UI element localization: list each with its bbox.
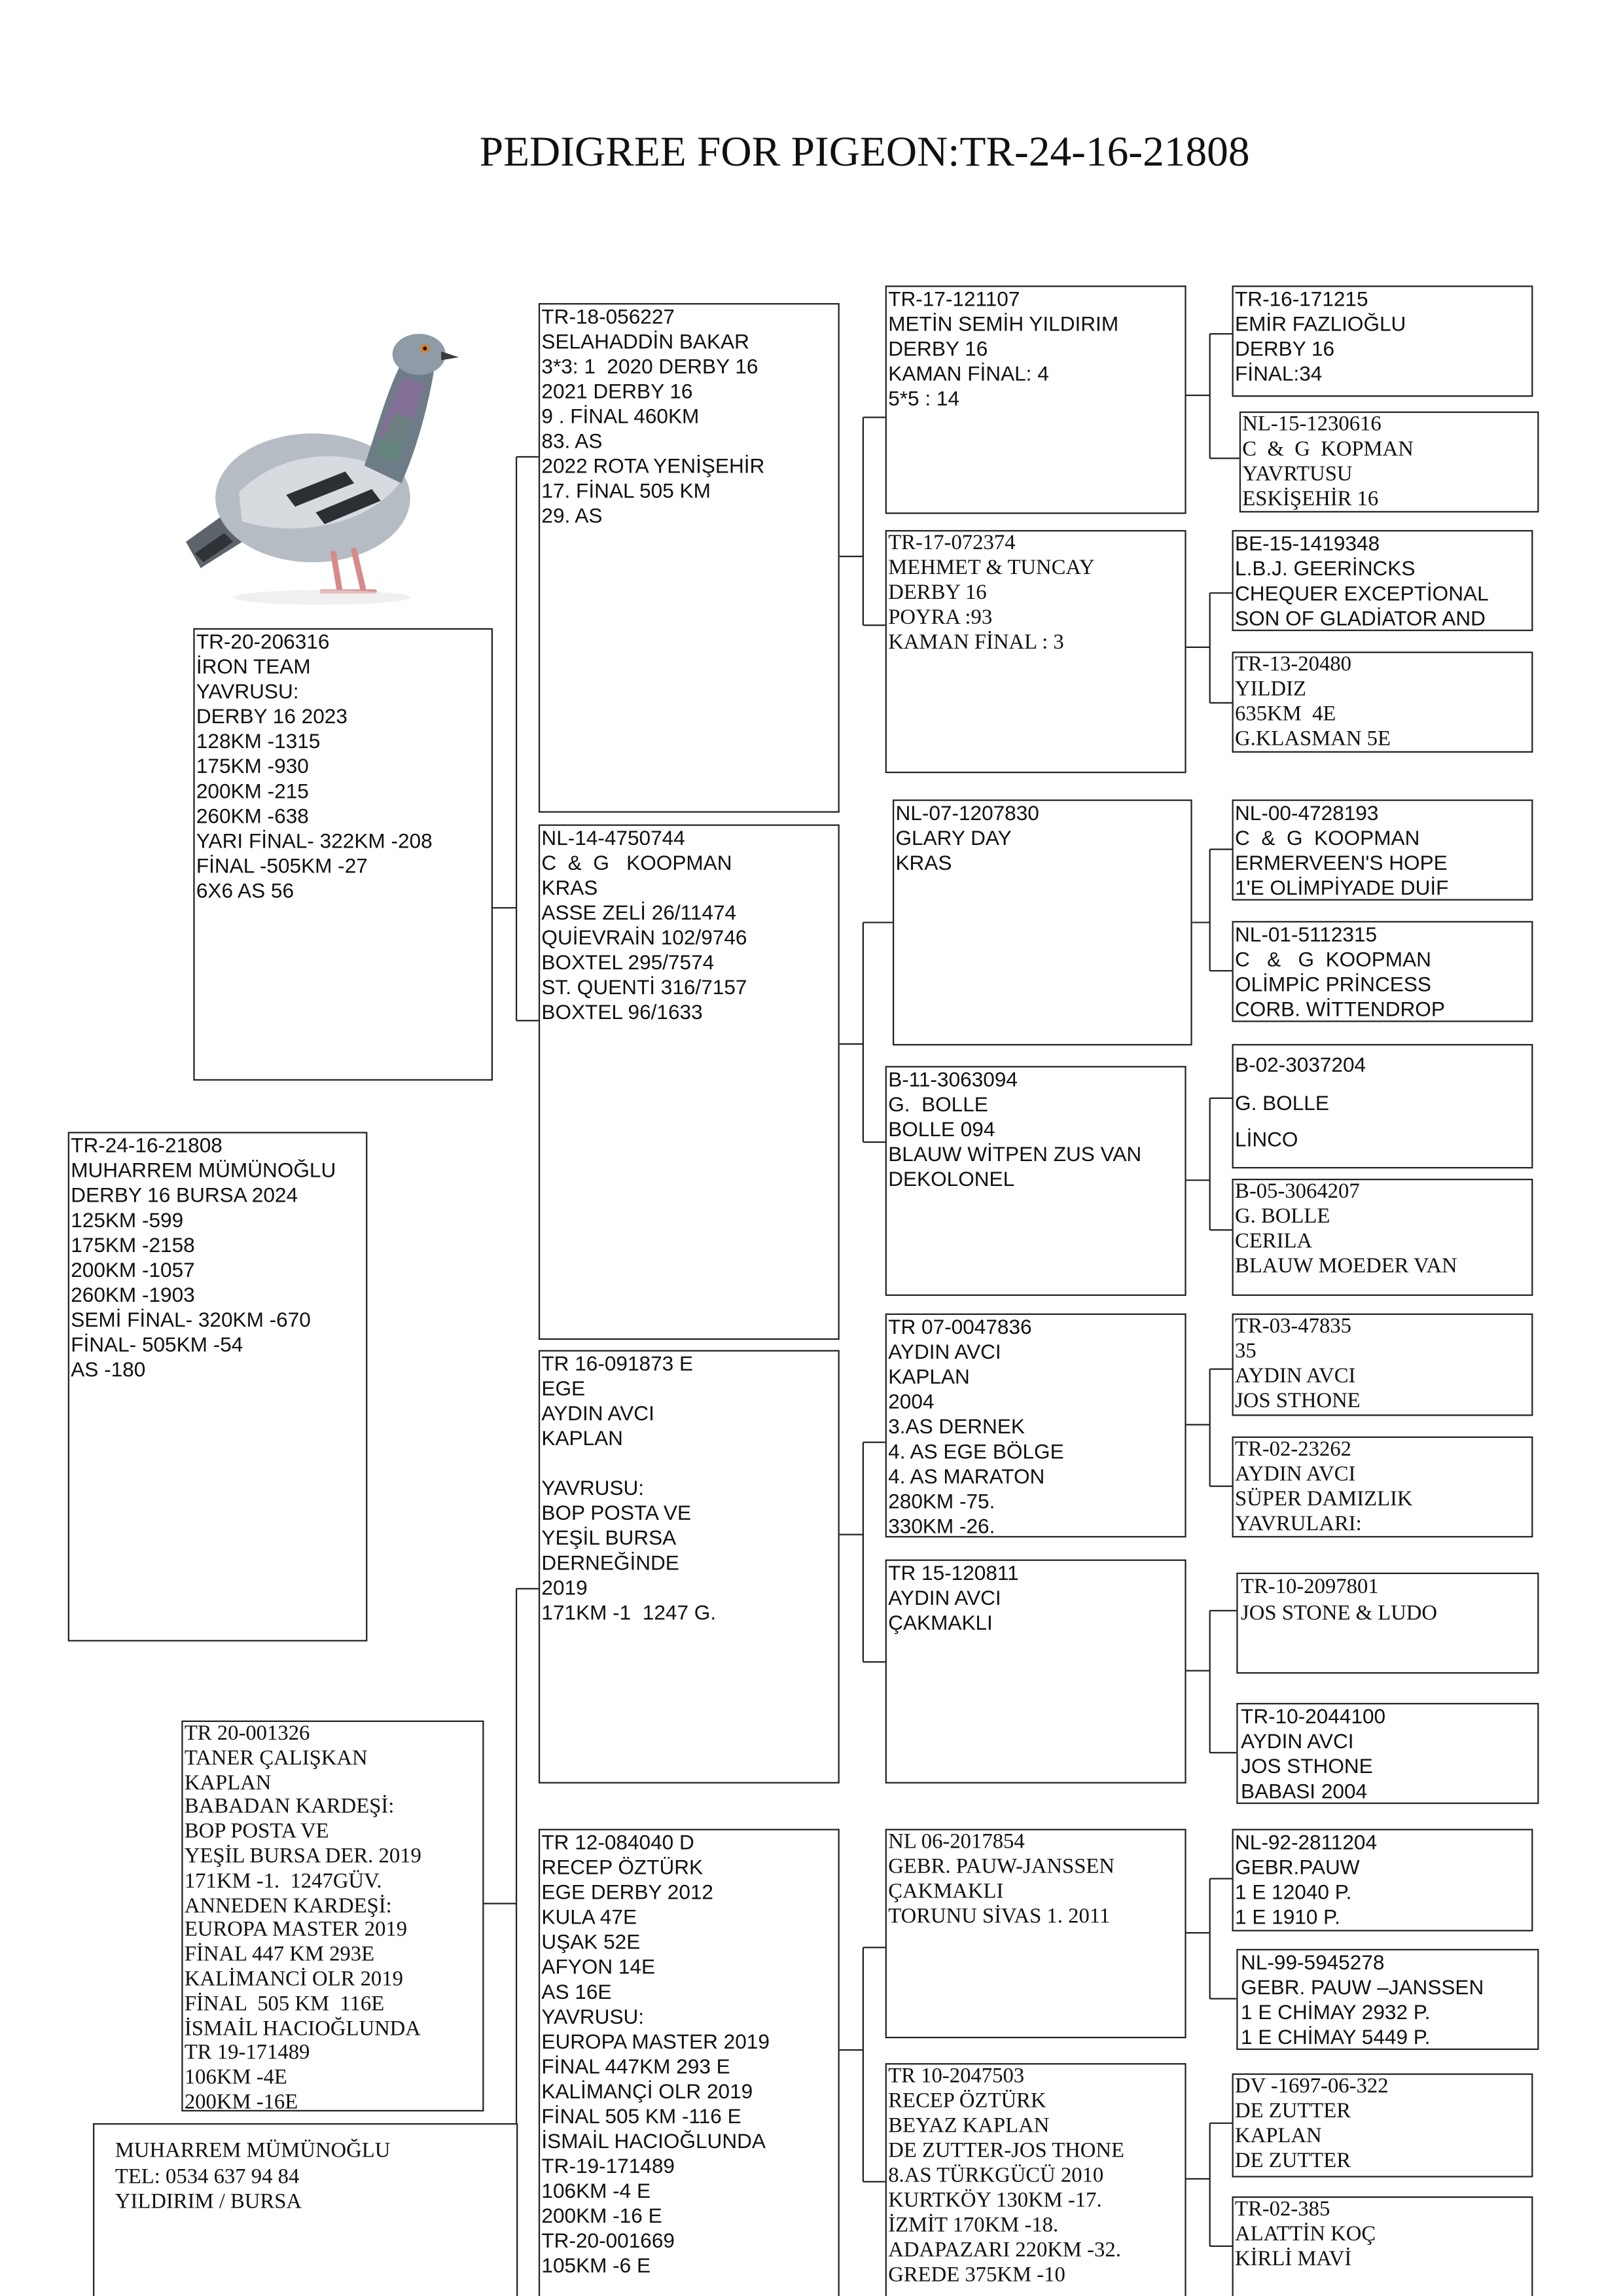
pedigree-line: 4. AS MARATON: [888, 1464, 1045, 1488]
pedigree-line: TR 07-0047836: [888, 1315, 1032, 1338]
pedigree-line: 125KM -599: [71, 1208, 184, 1232]
pedigree-line: BABADAN KARDEŞİ:: [184, 1795, 395, 1820]
pedigree-line: DEKOLONEL: [888, 1167, 1015, 1191]
pedigree-line: NL-15-1230616: [1242, 412, 1382, 437]
pedigree-box-dd: [539, 1829, 840, 2296]
pedigree-box-sds: [893, 800, 1192, 1046]
pedigree-line: GEBR. PAUW –JANSSEN: [1241, 1975, 1484, 1999]
pedigree-line: ÇAKMAKLI: [888, 1610, 993, 1634]
pedigree-line: NL-07-1207830: [895, 800, 1039, 825]
pedigree-line: BOXTEL 295/7574: [541, 950, 715, 974]
pedigree-line: SEMİ FİNAL- 320KM -670: [71, 1307, 311, 1331]
pedigree-line: 106KM -4 E: [541, 2178, 651, 2202]
pedigree-line: SON OF GLADİATOR AND: [1235, 606, 1486, 630]
pedigree-line: TR-17-121107: [888, 287, 1020, 311]
pedigree-box-dddd: [1232, 2197, 1533, 2296]
pedigree-line: C & G KOOPMAN: [541, 850, 732, 874]
pedigree-box-ddsd: [1236, 1949, 1539, 2050]
pedigree-line: G. BOLLE: [1235, 1090, 1329, 1114]
connector-ddd: [1186, 2123, 1232, 2246]
pedigree-line: FİNAL 447 KM 293E: [184, 1943, 375, 1967]
pedigree-line: KAPLAN: [541, 1426, 623, 1450]
pedigree-box-sddd: [1232, 1179, 1533, 1296]
pedigree-line: C & G KOPMAN: [1242, 437, 1414, 461]
pedigree-line: 330KM -26.: [888, 1514, 995, 1538]
pedigree-line: 175KM -930: [196, 754, 309, 778]
pedigree-line: TR-20-001669: [541, 2229, 675, 2252]
pedigree-line: FİNAL 505 KM -116 E: [541, 2104, 741, 2128]
pedigree-line: DERBY 16 2023: [196, 704, 348, 728]
pedigree-line: DERNEĞİNDE: [541, 1551, 679, 1574]
pedigree-line: 2019: [541, 1575, 588, 1600]
pedigree-line: İRON TEAM: [196, 655, 311, 678]
pedigree-line: EUROPA MASTER 2019: [184, 1918, 408, 1943]
owner-name: MUHARREM MÜMÜNOĞLU: [115, 2139, 391, 2163]
pedigree-line: ANNEDEN KARDEŞİ:: [184, 1893, 392, 1918]
pedigree-line: TR-10-2097801: [1241, 1575, 1379, 1600]
pedigree-box-sss: [885, 285, 1186, 514]
pedigree-line: 200KM -1057: [71, 1257, 195, 1282]
pedigree-line: DERBY 16: [1235, 336, 1335, 361]
pedigree-line: KAMAN FİNAL: 4: [888, 361, 1049, 386]
pedigree-box-ss: [539, 303, 840, 813]
pedigree-box-dsdd: [1236, 1703, 1539, 1804]
pedigree-line: YILDIZ: [1235, 677, 1306, 702]
pedigree-line: AYDIN AVCI: [888, 1585, 1001, 1609]
pedigree-line: 2021 DERBY 16: [541, 379, 693, 403]
pedigree-line: 8.AS TÜRKGÜCÜ 2010: [888, 2164, 1104, 2188]
pedigree-line: C & G KOOPMAN: [1235, 947, 1431, 971]
connector-sdd: [1186, 1098, 1232, 1230]
pedigree-line: TR-24-16-21808: [71, 1133, 223, 1157]
pedigree-line: 83. AS: [541, 429, 603, 453]
pedigree-box-dam: [181, 1721, 484, 2111]
pedigree-line: YEŞİL BURSA: [541, 1526, 677, 1549]
pedigree-line: DE ZUTTER: [1235, 2149, 1351, 2174]
pedigree-line: KALİMANCİ OLR 2019: [184, 1967, 403, 1992]
pedigree-line: YAVRUSU:: [196, 679, 299, 703]
pedigree-line: 200KM -16E: [184, 2090, 298, 2112]
pedigree-box-sd: [539, 825, 840, 1340]
pedigree-box-sdss: [1232, 800, 1533, 901]
pedigree-line: FİNAL:34: [1235, 361, 1323, 386]
connector-ssd: [1186, 593, 1232, 703]
pedigree-box-dssd: [1232, 1437, 1533, 1537]
pedigree-line: AFYON 14E: [541, 1954, 656, 1979]
pedigree-line: CORB. WİTTENDROP: [1235, 997, 1445, 1021]
pedigree-line: POYRA :93: [888, 606, 993, 630]
pedigree-line: 29. AS: [541, 503, 603, 528]
pedigree-line: CERILA: [1235, 1230, 1313, 1254]
pedigree-line: G.KLASMAN 5E: [1235, 727, 1391, 751]
pedigree-line: SELAHADDİN BAKAR: [541, 329, 749, 353]
pedigree-line: AYDIN AVCI: [541, 1401, 654, 1425]
pedigree-line: B-05-3064207: [1235, 1180, 1360, 1204]
pedigree-line: ALATTİN KOÇ: [1235, 2223, 1376, 2246]
pedigree-box-sire: [193, 628, 493, 1081]
pedigree-line: KALİMANÇİ OLR 2019: [541, 2079, 753, 2103]
connector-dd: [840, 1947, 885, 2181]
pedigree-line: TR 10-2047503: [888, 2064, 1025, 2089]
pedigree-line: 2004: [888, 1390, 935, 1413]
pedigree-line: RECEP ÖZTÜRK: [541, 1855, 704, 1879]
pedigree-line: YARI FİNAL- 322KM -208: [196, 829, 433, 853]
pedigree-line: AS 16E: [541, 1979, 612, 2003]
pedigree-line: TR 20-001326: [184, 1721, 310, 1746]
pedigree-line: FİNAL -505KM -27: [196, 853, 368, 878]
pedigree-line: TR-19-171489: [541, 2153, 675, 2178]
pedigree-line: TORUNU SİVAS 1. 2011: [888, 1905, 1111, 1929]
pedigree-line: TR-20-206316: [196, 629, 330, 653]
pedigree-line: G. BOLLE: [1235, 1205, 1330, 1229]
pedigree-line: 175KM -2158: [71, 1232, 195, 1257]
pedigree-line: MEHMET & TUNCAY: [888, 556, 1095, 580]
pedigree-box-sssd: [1240, 412, 1539, 512]
pedigree-line: B-11-3063094: [888, 1067, 1018, 1091]
pedigree-line: 171KM -1. 1247GÜV.: [184, 1869, 382, 1893]
pedigree-line: AYDIN AVCI: [888, 1340, 1001, 1363]
pedigree-line: BEYAZ KAPLAN: [888, 2114, 1050, 2138]
pedigree-line: TR 12-084040 D: [541, 1830, 694, 1854]
pedigree-line: ÇAKMAKLI: [888, 1880, 1004, 1904]
pedigree-line: 280KM -75.: [888, 1489, 995, 1513]
pedigree-box-ssds: [1232, 530, 1533, 631]
pedigree-line: L.B.J. GEERİNCKS: [1235, 556, 1416, 580]
pedigree-line: TR 16-091873 E: [541, 1351, 694, 1375]
pedigree-line: 1 E CHİMAY 2932 P.: [1241, 2000, 1431, 2024]
pedigree-line: LİNCO: [1235, 1127, 1298, 1151]
pedigree-line: 171KM -1 1247 G.: [541, 1600, 717, 1624]
pedigree-line: TR 15-120811: [888, 1560, 1019, 1585]
pedigree-line: YEŞİL BURSA DER. 2019: [184, 1844, 421, 1869]
pedigree-line: BE-15-1419348: [1235, 531, 1380, 555]
pedigree-line: KRAS: [895, 850, 952, 874]
pedigree-line: YAVRULARI:: [1235, 1513, 1362, 1536]
pedigree-line: DERBY 16 BURSA 2024: [71, 1183, 298, 1207]
pedigree-line: 3.AS DERNEK: [888, 1414, 1025, 1438]
pedigree-line: 260KM -1903: [71, 1282, 195, 1306]
pedigree-line: EMİR FAZLIOĞLU: [1235, 312, 1406, 336]
owner-contact-box: [93, 2123, 518, 2296]
pedigree-line: AYDIN AVCI: [1235, 1365, 1356, 1388]
pedigree-line: GEBR.PAUW: [1235, 1855, 1360, 1879]
connector-ds: [840, 1443, 885, 1662]
pedigree-box-dsd: [885, 1560, 1186, 1784]
pedigree-line: G. BOLLE: [888, 1092, 988, 1116]
pedigree-line: KAMAN FİNAL : 3: [888, 631, 1064, 655]
pedigree-line: TR-17-072374: [888, 531, 1016, 555]
pedigree-box-ssd: [885, 530, 1186, 773]
pedigree-line: MUHARREM MÜMÜNOĞLU: [71, 1158, 336, 1182]
pedigree-line: 9 . FİNAL 460KM: [541, 404, 700, 428]
pedigree-line: OLİMPİC PRİNCESS: [1235, 972, 1431, 996]
pedigree-line: FİNAL 447KM 293 E: [541, 2054, 730, 2078]
pedigree-line: GEBR. PAUW-JANSSEN: [888, 1855, 1115, 1879]
connector-dds: [1186, 1878, 1237, 1998]
pedigree-line: 17. FİNAL 505 KM: [541, 478, 711, 503]
pedigree-box-dss: [885, 1314, 1186, 1537]
pedigree-line: BOP POSTA VE: [541, 1501, 692, 1524]
pedigree-line: TR-13-20480: [1235, 653, 1351, 677]
pedigree-line: TR-03-47835: [1235, 1315, 1351, 1338]
pedigree-line: KAPLAN: [1235, 2125, 1322, 2148]
pedigree-line: 35: [1235, 1340, 1257, 1363]
pedigree-line: EGE: [541, 1376, 586, 1400]
pedigree-line: 200KM -16 E: [541, 2203, 662, 2227]
pedigree-line: EUROPA MASTER 2019: [541, 2029, 770, 2053]
pedigree-line: JOS STHONE: [1235, 1390, 1361, 1413]
pedigree-line: KİRLİ MAVİ: [1235, 2248, 1352, 2271]
connector-ss: [840, 418, 885, 626]
pedigree-line: NL-99-5945278: [1241, 1950, 1385, 1974]
pedigree-box-ddds: [1232, 2073, 1533, 2178]
pedigree-line: GLARY DAY: [895, 825, 1012, 850]
pedigree-line: KULA 47E: [541, 1905, 637, 1929]
pedigree-line: 128KM -1315: [196, 729, 321, 753]
pedigree-box-dsds: [1236, 1573, 1539, 1674]
pedigree-line: TR-10-2044100: [1241, 1704, 1386, 1728]
pedigree-line: ST. QUENTİ 316/7157: [541, 975, 747, 999]
pedigree-line: BLAUW MOEDER VAN: [1235, 1255, 1457, 1279]
pedigree-box-sdd: [885, 1066, 1186, 1296]
pedigree-line: CHEQUER EXCEPTİONAL: [1235, 581, 1489, 605]
pedigree-box-ddd: [885, 2063, 1186, 2296]
connector-sire: [491, 457, 539, 1020]
pedigree-line: TR 19-171489: [184, 2041, 310, 2066]
pedigree-line: 1 E CHİMAY 5449 P.: [1241, 2025, 1431, 2049]
pedigree-line: B-02-3037204: [1235, 1052, 1366, 1077]
pedigree-line: 105KM -6 E: [541, 2253, 651, 2277]
pedigree-line: 2022 ROTA YENİŞEHİR: [541, 454, 765, 478]
pedigree-line: KURTKÖY 130KM -17.: [888, 2189, 1102, 2213]
pedigree-line: AYDIN AVCI: [1235, 1462, 1356, 1486]
pedigree-line: SÜPER DAMIZLIK: [1235, 1487, 1413, 1511]
pedigree-line: TANER ÇALIŞKAN: [184, 1746, 368, 1770]
pedigree-line: BLAUW WİTPEN ZUS VAN: [888, 1142, 1142, 1166]
pedigree-box-ssdd: [1232, 652, 1533, 753]
pedigree-line: YAVRUSU:: [541, 2004, 645, 2028]
pedigree-box-sdds: [1232, 1044, 1533, 1168]
pedigree-line: AYDIN AVCI: [1241, 1729, 1354, 1753]
pedigree-line: 260KM -638: [196, 804, 309, 828]
pedigree-line: TR-16-171215: [1235, 287, 1368, 311]
pedigree-line: BOLLE 094: [888, 1117, 995, 1141]
pedigree-line: DERBY 16: [888, 336, 988, 361]
pedigree-line: FİNAL 505 KM 116E: [184, 1992, 385, 2017]
pedigree-line: İZMİT 170KM -18.: [888, 2214, 1059, 2238]
pedigree-line: 635KM 4E: [1235, 702, 1336, 726]
pedigree-line: JOS STHONE: [1241, 1754, 1373, 1778]
pedigree-line: 1'E OLİMPİYADE DUİF: [1235, 875, 1449, 899]
pedigree-line: NL-00-4728193: [1235, 800, 1379, 825]
connector-sds: [1192, 850, 1232, 971]
pedigree-line: 200KM -215: [196, 779, 309, 802]
owner-city: YILDIRIM / BURSA: [115, 2190, 302, 2214]
pedigree-box-ddss: [1232, 1829, 1533, 1931]
pedigree-box-dds: [885, 1829, 1186, 2038]
pedigree-line: RECEP ÖZTÜRK: [888, 2089, 1046, 2113]
pedigree-line: JOS STONE & LUDO: [1241, 1602, 1438, 1626]
pigeon-photo-icon: [180, 319, 460, 612]
pedigree-line: NL-92-2811204: [1235, 1830, 1378, 1854]
pedigree-line: 3*3: 1 2020 DERBY 16: [541, 354, 758, 378]
pedigree-line: NL-01-5112315: [1235, 922, 1378, 946]
pedigree-box-sdsd: [1232, 921, 1533, 1022]
pedigree-line: FİNAL- 505KM -54: [71, 1332, 243, 1356]
pedigree-line: 6X6 AS 56: [196, 878, 294, 903]
pedigree-line: 5*5 : 14: [888, 386, 960, 410]
page-title: PEDIGREE FOR PIGEON:TR-24-16-21808: [479, 128, 1250, 176]
pedigree-line: İSMAİL HACIOĞLUNDA: [541, 2128, 766, 2153]
pedigree-line: AS -180: [71, 1357, 146, 1381]
pedigree-box-dsss: [1232, 1314, 1533, 1416]
pedigree-line: İSMAİL HACIOĞLUNDA: [184, 2017, 421, 2041]
pedigree-line: ERMERVEEN'S HOPE: [1235, 850, 1448, 874]
pedigree-line: YAVRTUSU: [1242, 462, 1353, 486]
pedigree-line: BOP POSTA VE: [184, 1820, 329, 1844]
pedigree-box-ds: [539, 1350, 840, 1784]
pedigree-line: 4. AS EGE BÖLGE: [888, 1439, 1064, 1463]
pedigree-line: BOXTEL 96/1633: [541, 1000, 703, 1024]
pedigree-line: 1 E 12040 P.: [1235, 1880, 1352, 1904]
pedigree-line: BABASI 2004: [1241, 1779, 1368, 1803]
pedigree-line: NL-14-4750744: [541, 825, 685, 850]
pedigree-line: METİN SEMİH YILDIRIM: [888, 312, 1119, 336]
pedigree-line: QUİEVRAİN 102/9746: [541, 925, 747, 949]
pedigree-line: KAPLAN: [888, 1365, 970, 1388]
pedigree-line: UŞAK 52E: [541, 1929, 641, 1954]
connector-dss: [1186, 1369, 1232, 1486]
pedigree-line: [541, 1451, 836, 1476]
pedigree-line: GREDE 375KM -10: [888, 2263, 1065, 2287]
pedigree-line: 106KM -4E: [184, 2066, 287, 2090]
pedigree-line: TR-02-385: [1235, 2198, 1330, 2221]
pedigree-line: KAPLAN: [184, 1771, 272, 1795]
pedigree-box-subject: [68, 1132, 368, 1641]
connector-dsd: [1186, 1611, 1237, 1753]
pedigree-line: DERBY 16: [888, 581, 987, 605]
pedigree-box-ssss: [1232, 285, 1533, 397]
pedigree-line: ESKİŞEHİR 16: [1242, 487, 1379, 511]
pedigree-line: DE ZUTTER-JOS THONE: [888, 2139, 1124, 2163]
pedigree-line: ASSE ZELİ 26/11474: [541, 900, 737, 924]
pedigree-line: C & G KOOPMAN: [1235, 825, 1420, 850]
pedigree-line: DE ZUTTER: [1235, 2100, 1351, 2123]
pedigree-line: ADAPAZARI 220KM -32.: [888, 2238, 1121, 2263]
pedigree-line: YAVRUSU:: [541, 1476, 645, 1499]
pedigree-line: EGE DERBY 2012: [541, 1880, 714, 1904]
pedigree-line: TR-02-23262: [1235, 1437, 1351, 1462]
owner-phone: TEL: 0534 637 94 84: [115, 2164, 300, 2189]
pedigree-line: DV -1697-06-322: [1235, 2075, 1389, 2098]
pedigree-line: NL 06-2017854: [888, 1830, 1025, 1854]
pedigree-line: 1 E 1910 P.: [1235, 1905, 1340, 1929]
pedigree-line: KRAS: [541, 875, 598, 899]
pedigree-line: TR-18-056227: [541, 304, 675, 329]
